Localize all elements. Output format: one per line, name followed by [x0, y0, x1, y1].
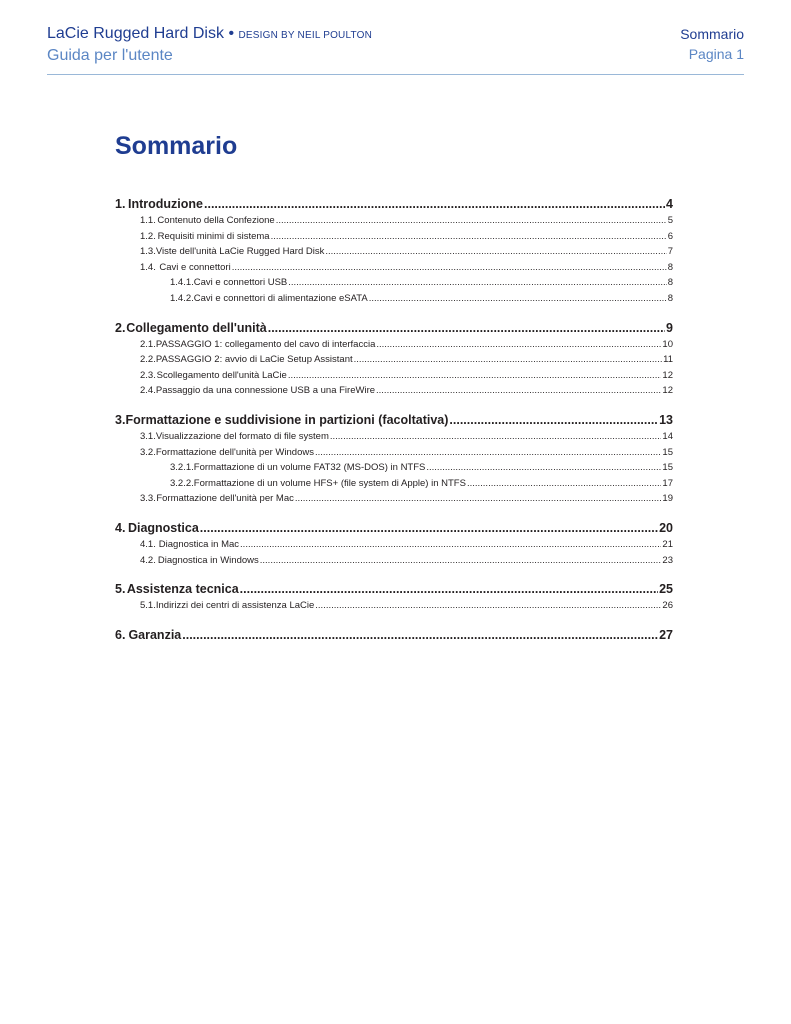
toc-entry-number: 2.4.: [140, 385, 156, 397]
toc-section-entry[interactable]: [115, 368, 673, 384]
toc-dot-leader: [354, 352, 662, 368]
toc-entry-number: 2.2.: [140, 354, 156, 366]
toc-dot-leader: [315, 598, 661, 614]
toc-dot-leader: [204, 195, 665, 213]
toc-entry-page: 14: [662, 430, 673, 442]
toc-entry-number: 3.2.2.: [170, 477, 194, 489]
toc-entry-label: Formattazione e suddivisione in partizioni (facoltativa): [125, 412, 449, 427]
toc-entry-page: 26: [662, 600, 673, 612]
toc-dot-leader: [467, 476, 661, 492]
toc-entry-page: 23: [662, 554, 673, 566]
toc-entry-page: 9: [666, 320, 673, 335]
toc-dot-leader: [232, 260, 667, 276]
toc-entry-label: Cavi e connettori di alimentazione eSATA: [193, 292, 368, 304]
toc-chapter-entry[interactable]: [115, 319, 673, 337]
toc-entry-number: 6.: [115, 627, 126, 642]
toc-entry-label: Scollegamento dell'unità LaCie: [156, 369, 287, 381]
toc-dot-leader: [182, 626, 658, 644]
toc-chapter-entry[interactable]: [115, 626, 673, 644]
toc-entry-number: 3.2.: [140, 446, 156, 458]
toc-entry-page: 15: [662, 462, 673, 474]
toc-entry-number: 1.4.1.: [170, 277, 194, 289]
toc-chapter-entry[interactable]: [115, 195, 673, 213]
toc-entry-number: 2.1.: [140, 338, 156, 350]
toc-dot-leader: [240, 537, 661, 553]
toc-chapter-gap: [115, 307, 673, 319]
toc-chapter-gap: [115, 614, 673, 626]
guide-title: Guida per l'utente: [47, 47, 173, 64]
toc-dot-leader: [271, 229, 667, 245]
toc-chapter-entry[interactable]: [115, 580, 673, 598]
toc-entry-number: 5.: [115, 582, 126, 597]
page-header: [47, 24, 744, 75]
toc-dot-leader: [325, 244, 666, 260]
toc-entry-label: Indirizzi dei centri di assistenza LaCie: [155, 600, 315, 612]
toc-entry-label: Diagnostica in Mac: [158, 538, 240, 550]
toc-entry-label: PASSAGGIO 1: collegamento del cavo di interfaccia: [155, 338, 376, 350]
toc-entry-page: 8: [667, 292, 673, 304]
header-separator: •: [228, 25, 235, 42]
toc-entry-label: Cavi e connettori USB: [193, 277, 288, 289]
toc-entry-label: Contenuto della Confezione: [157, 215, 275, 226]
toc-subsection-entry[interactable]: [115, 275, 673, 291]
product-line: [47, 24, 372, 46]
toc-entry-number: 1.1.: [140, 215, 156, 226]
toc-entry-number: 4.: [115, 520, 126, 535]
toc-entry-number: 5.1.: [140, 600, 156, 612]
toc-section-entry[interactable]: [115, 229, 673, 245]
toc-entry-label: Assistenza tecnica: [126, 582, 239, 597]
toc-dot-leader: [288, 275, 666, 291]
toc-dot-leader: [200, 519, 658, 537]
toc-section-entry[interactable]: [115, 213, 673, 229]
toc-dot-leader: [376, 383, 661, 399]
toc-dot-leader: [426, 460, 661, 476]
toc-dot-leader: [369, 291, 667, 307]
toc-entry-number: 3.3.: [140, 493, 156, 505]
toc-entry-number: 2.3.: [140, 369, 156, 381]
toc-entry-label: Formattazione di un volume FAT32 (MS-DOS) in NTFS: [193, 462, 426, 474]
toc-dot-leader: [295, 491, 662, 507]
toc-entry-label: Diagnostica: [127, 520, 199, 535]
toc-chapter-gap: [115, 399, 673, 411]
toc-dot-leader: [240, 580, 658, 598]
header-right: [680, 24, 744, 64]
toc-dot-leader: [268, 319, 665, 337]
toc-entry-number: 4.1.: [140, 538, 156, 550]
toc-entry-number: 1.: [115, 197, 126, 211]
table-of-contents: [115, 195, 673, 644]
toc-subsection-entry[interactable]: [115, 476, 673, 492]
toc-entry-page: 13: [659, 412, 673, 427]
toc-subsection-entry[interactable]: [115, 291, 673, 307]
toc-entry-page: 10: [662, 338, 673, 350]
toc-section-entry[interactable]: [115, 337, 673, 353]
toc-entry-label: Formattazione dell'unità per Windows: [155, 446, 314, 458]
product-name: LaCie Rugged Hard Disk: [47, 25, 224, 42]
toc-entry-page: 6: [667, 230, 673, 242]
page-number: Pagina 1: [688, 46, 744, 62]
toc-section-entry[interactable]: [115, 383, 673, 399]
toc-dot-leader: [276, 213, 667, 229]
toc-chapter-gap: [115, 507, 673, 519]
toc-section-entry[interactable]: [115, 537, 673, 553]
toc-section-entry[interactable]: [115, 352, 673, 368]
toc-entry-label: Diagnostica in Windows: [157, 554, 259, 566]
toc-entry-label: Formattazione dell'unità per Mac: [156, 493, 294, 505]
toc-entry-page: 8: [667, 277, 673, 289]
toc-entry-page: 19: [662, 493, 673, 505]
toc-entry-page: 20: [659, 520, 673, 535]
toc-dot-leader: [449, 411, 658, 429]
toc-entry-number: 3.1.: [140, 430, 156, 442]
toc-entry-page: 11: [663, 354, 673, 366]
page-title: Sommario: [115, 132, 238, 160]
toc-section-entry[interactable]: [115, 445, 673, 461]
toc-dot-leader: [260, 553, 662, 569]
toc-entry-label: Collegamento dell'unità: [126, 320, 267, 335]
toc-chapter-gap: [115, 568, 673, 580]
toc-chapter-entry[interactable]: [115, 411, 673, 429]
toc-chapter-entry[interactable]: [115, 519, 673, 537]
toc-entry-page: 8: [667, 261, 673, 273]
toc-entry-page: 25: [659, 582, 673, 597]
toc-entry-label: Garanzia: [128, 627, 182, 642]
toc-dot-leader: [330, 429, 662, 445]
toc-dot-leader: [376, 337, 661, 353]
toc-entry-page: 5: [667, 215, 673, 226]
toc-section-entry[interactable]: [115, 598, 673, 614]
toc-entry-number: 2.: [115, 320, 126, 335]
toc-entry-number: 1.4.: [140, 261, 156, 273]
toc-entry-number: 3.2.1.: [170, 462, 194, 474]
toc-section-entry[interactable]: [115, 244, 673, 260]
toc-entry-label: Formattazione di un volume HFS+ (file system di Apple) in NTFS: [193, 477, 466, 489]
toc-entry-label: Viste dell'unità LaCie Rugged Hard Disk: [155, 246, 325, 258]
designer-credit: DESIGN BY NEIL POULTON: [238, 30, 373, 41]
toc-entry-page: 15: [662, 446, 673, 458]
toc-section-entry[interactable]: [115, 491, 673, 507]
toc-entry-number: 4.2.: [140, 554, 156, 566]
toc-dot-leader: [288, 368, 662, 384]
toc-dot-leader: [315, 445, 661, 461]
toc-entry-page: 12: [662, 385, 673, 397]
toc-entry-label: Cavi e connettori: [159, 261, 231, 273]
toc-entry-page: 12: [662, 369, 673, 381]
section-name: Sommario: [680, 26, 744, 42]
toc-entry-page: 7: [667, 246, 673, 258]
toc-entry-number: 1.3.: [140, 246, 156, 258]
toc-entry-number: 1.4.2.: [170, 292, 194, 304]
toc-entry-label: Requisiti minimi di sistema: [157, 230, 270, 242]
toc-entry-label: PASSAGGIO 2: avvio di LaCie Setup Assistant: [155, 354, 353, 366]
toc-entry-label: Introduzione: [128, 197, 204, 211]
toc-section-entry[interactable]: [115, 260, 673, 276]
toc-entry-number: 1.2.: [140, 230, 156, 242]
toc-entry-page: 27: [659, 627, 673, 642]
header-left: [47, 24, 372, 66]
toc-section-entry[interactable]: [115, 429, 673, 445]
toc-section-entry[interactable]: [115, 553, 673, 569]
toc-entry-label: Passaggio da una connessione USB a una FireWire: [155, 385, 376, 397]
toc-entry-number: 3.: [115, 412, 126, 427]
toc-entry-label: Visualizzazione del formato di file system: [155, 430, 329, 442]
toc-entry-page: 21: [662, 538, 673, 550]
toc-entry-page: 17: [662, 477, 673, 489]
toc-subsection-entry[interactable]: [115, 460, 673, 476]
toc-entry-page: 4: [666, 197, 673, 211]
